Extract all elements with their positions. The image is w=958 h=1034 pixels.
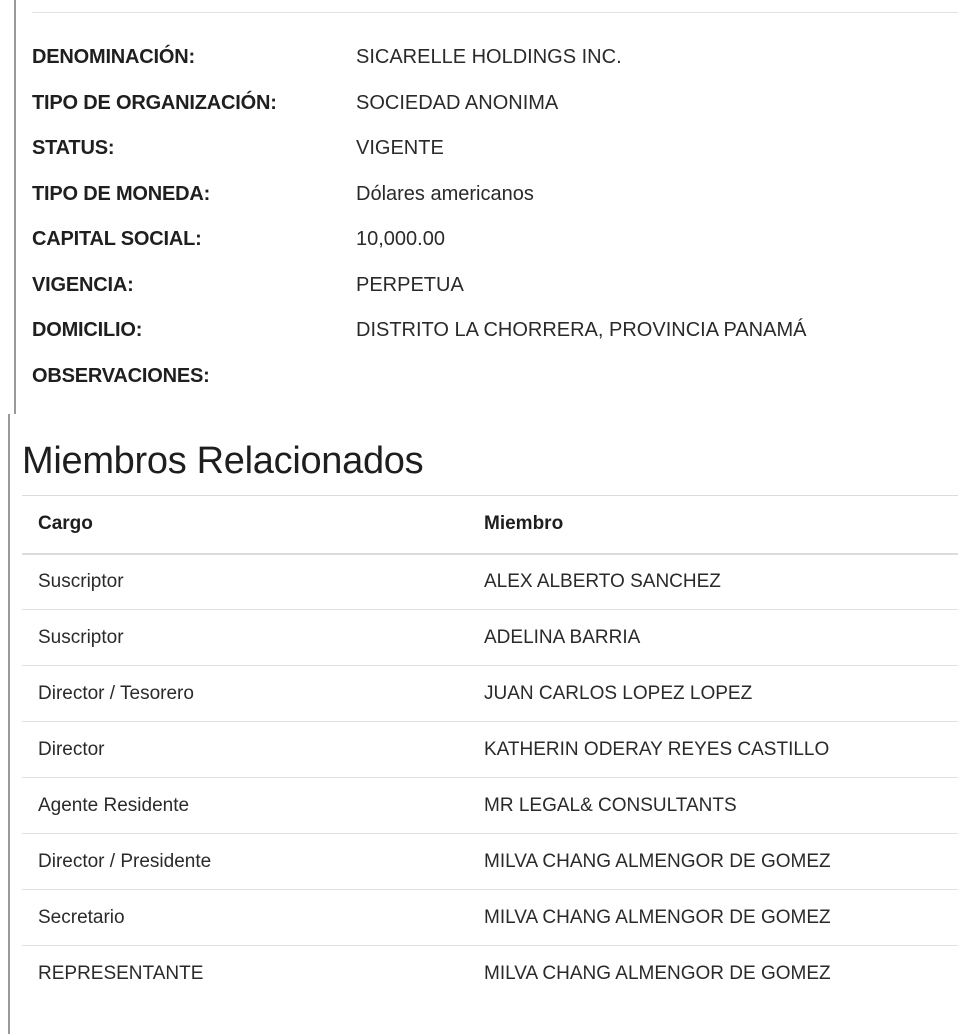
detail-label: VIGENCIA: (32, 273, 134, 296)
cargo-cell: Agente Residente (38, 794, 190, 816)
miembro-cell: MILVA CHANG ALMENGOR DE GOMEZ (484, 850, 831, 872)
cargo-cell: Director / Presidente (38, 850, 212, 872)
detail-label: DENOMINACIÓN: (32, 46, 195, 69)
table-row (22, 554, 958, 610)
detail-row-vigencia (32, 263, 932, 309)
table-row (22, 666, 958, 722)
section-title: Miembros Relacionados (22, 440, 424, 482)
cargo-cell: REPRESENTANTE (38, 962, 204, 984)
column-header-miembro: Miembro (484, 513, 564, 535)
detail-row-capital-social (32, 217, 932, 263)
detail-row-denominacion (32, 35, 932, 81)
detail-label: DOMICILIO: (32, 319, 143, 342)
detail-value: 10,000.00 (356, 228, 445, 251)
detail-value: VIGENTE (356, 137, 444, 160)
table-row (22, 722, 958, 778)
table-row (22, 946, 958, 1002)
miembro-cell: MILVA CHANG ALMENGOR DE GOMEZ (484, 962, 831, 984)
table-header-row (22, 496, 958, 554)
company-details-section (0, 0, 958, 416)
cargo-cell: Director / Tesorero (38, 682, 194, 704)
detail-value: SICARELLE HOLDINGS INC. (356, 46, 622, 69)
miembro-cell: JUAN CARLOS LOPEZ LOPEZ (484, 682, 753, 704)
detail-row-domicilio (32, 308, 932, 354)
cargo-cell: Secretario (38, 906, 125, 928)
detail-label: STATUS: (32, 137, 115, 160)
table-row (22, 834, 958, 890)
detail-label: TIPO DE MONEDA: (32, 182, 211, 205)
table-row (22, 890, 958, 946)
detail-row-tipo-moneda (32, 172, 932, 218)
miembro-cell: KATHERIN ODERAY REYES CASTILLO (484, 738, 830, 760)
detail-row-status (32, 126, 932, 172)
cargo-cell: Director (38, 738, 105, 760)
table-row (22, 778, 958, 834)
left-border (14, 0, 16, 414)
detail-row-tipo-organizacion (32, 81, 932, 127)
detail-value: PERPETUA (356, 273, 464, 296)
detail-label: CAPITAL SOCIAL: (32, 228, 202, 251)
detail-value: DISTRITO LA CHORRERA, PROVINCIA PANAMÁ (356, 319, 807, 342)
left-border (8, 414, 10, 1034)
detail-label: OBSERVACIONES: (32, 364, 210, 387)
cargo-cell: Suscriptor (38, 570, 124, 592)
detail-value: Dólares americanos (356, 182, 534, 205)
section-divider (32, 12, 958, 13)
miembro-cell: MILVA CHANG ALMENGOR DE GOMEZ (484, 906, 831, 928)
miembro-cell: ALEX ALBERTO SANCHEZ (484, 570, 721, 592)
detail-value: SOCIEDAD ANONIMA (356, 91, 559, 114)
members-table (22, 495, 958, 1002)
column-header-cargo: Cargo (38, 513, 93, 535)
table-row (22, 610, 958, 666)
miembro-cell: ADELINA BARRIA (484, 626, 641, 648)
cargo-cell: Suscriptor (38, 626, 124, 648)
company-details-list (32, 35, 932, 399)
miembro-cell: MR LEGAL& CONSULTANTS (484, 794, 737, 816)
detail-label: TIPO DE ORGANIZACIÓN: (32, 91, 277, 114)
detail-row-observaciones (32, 354, 932, 400)
